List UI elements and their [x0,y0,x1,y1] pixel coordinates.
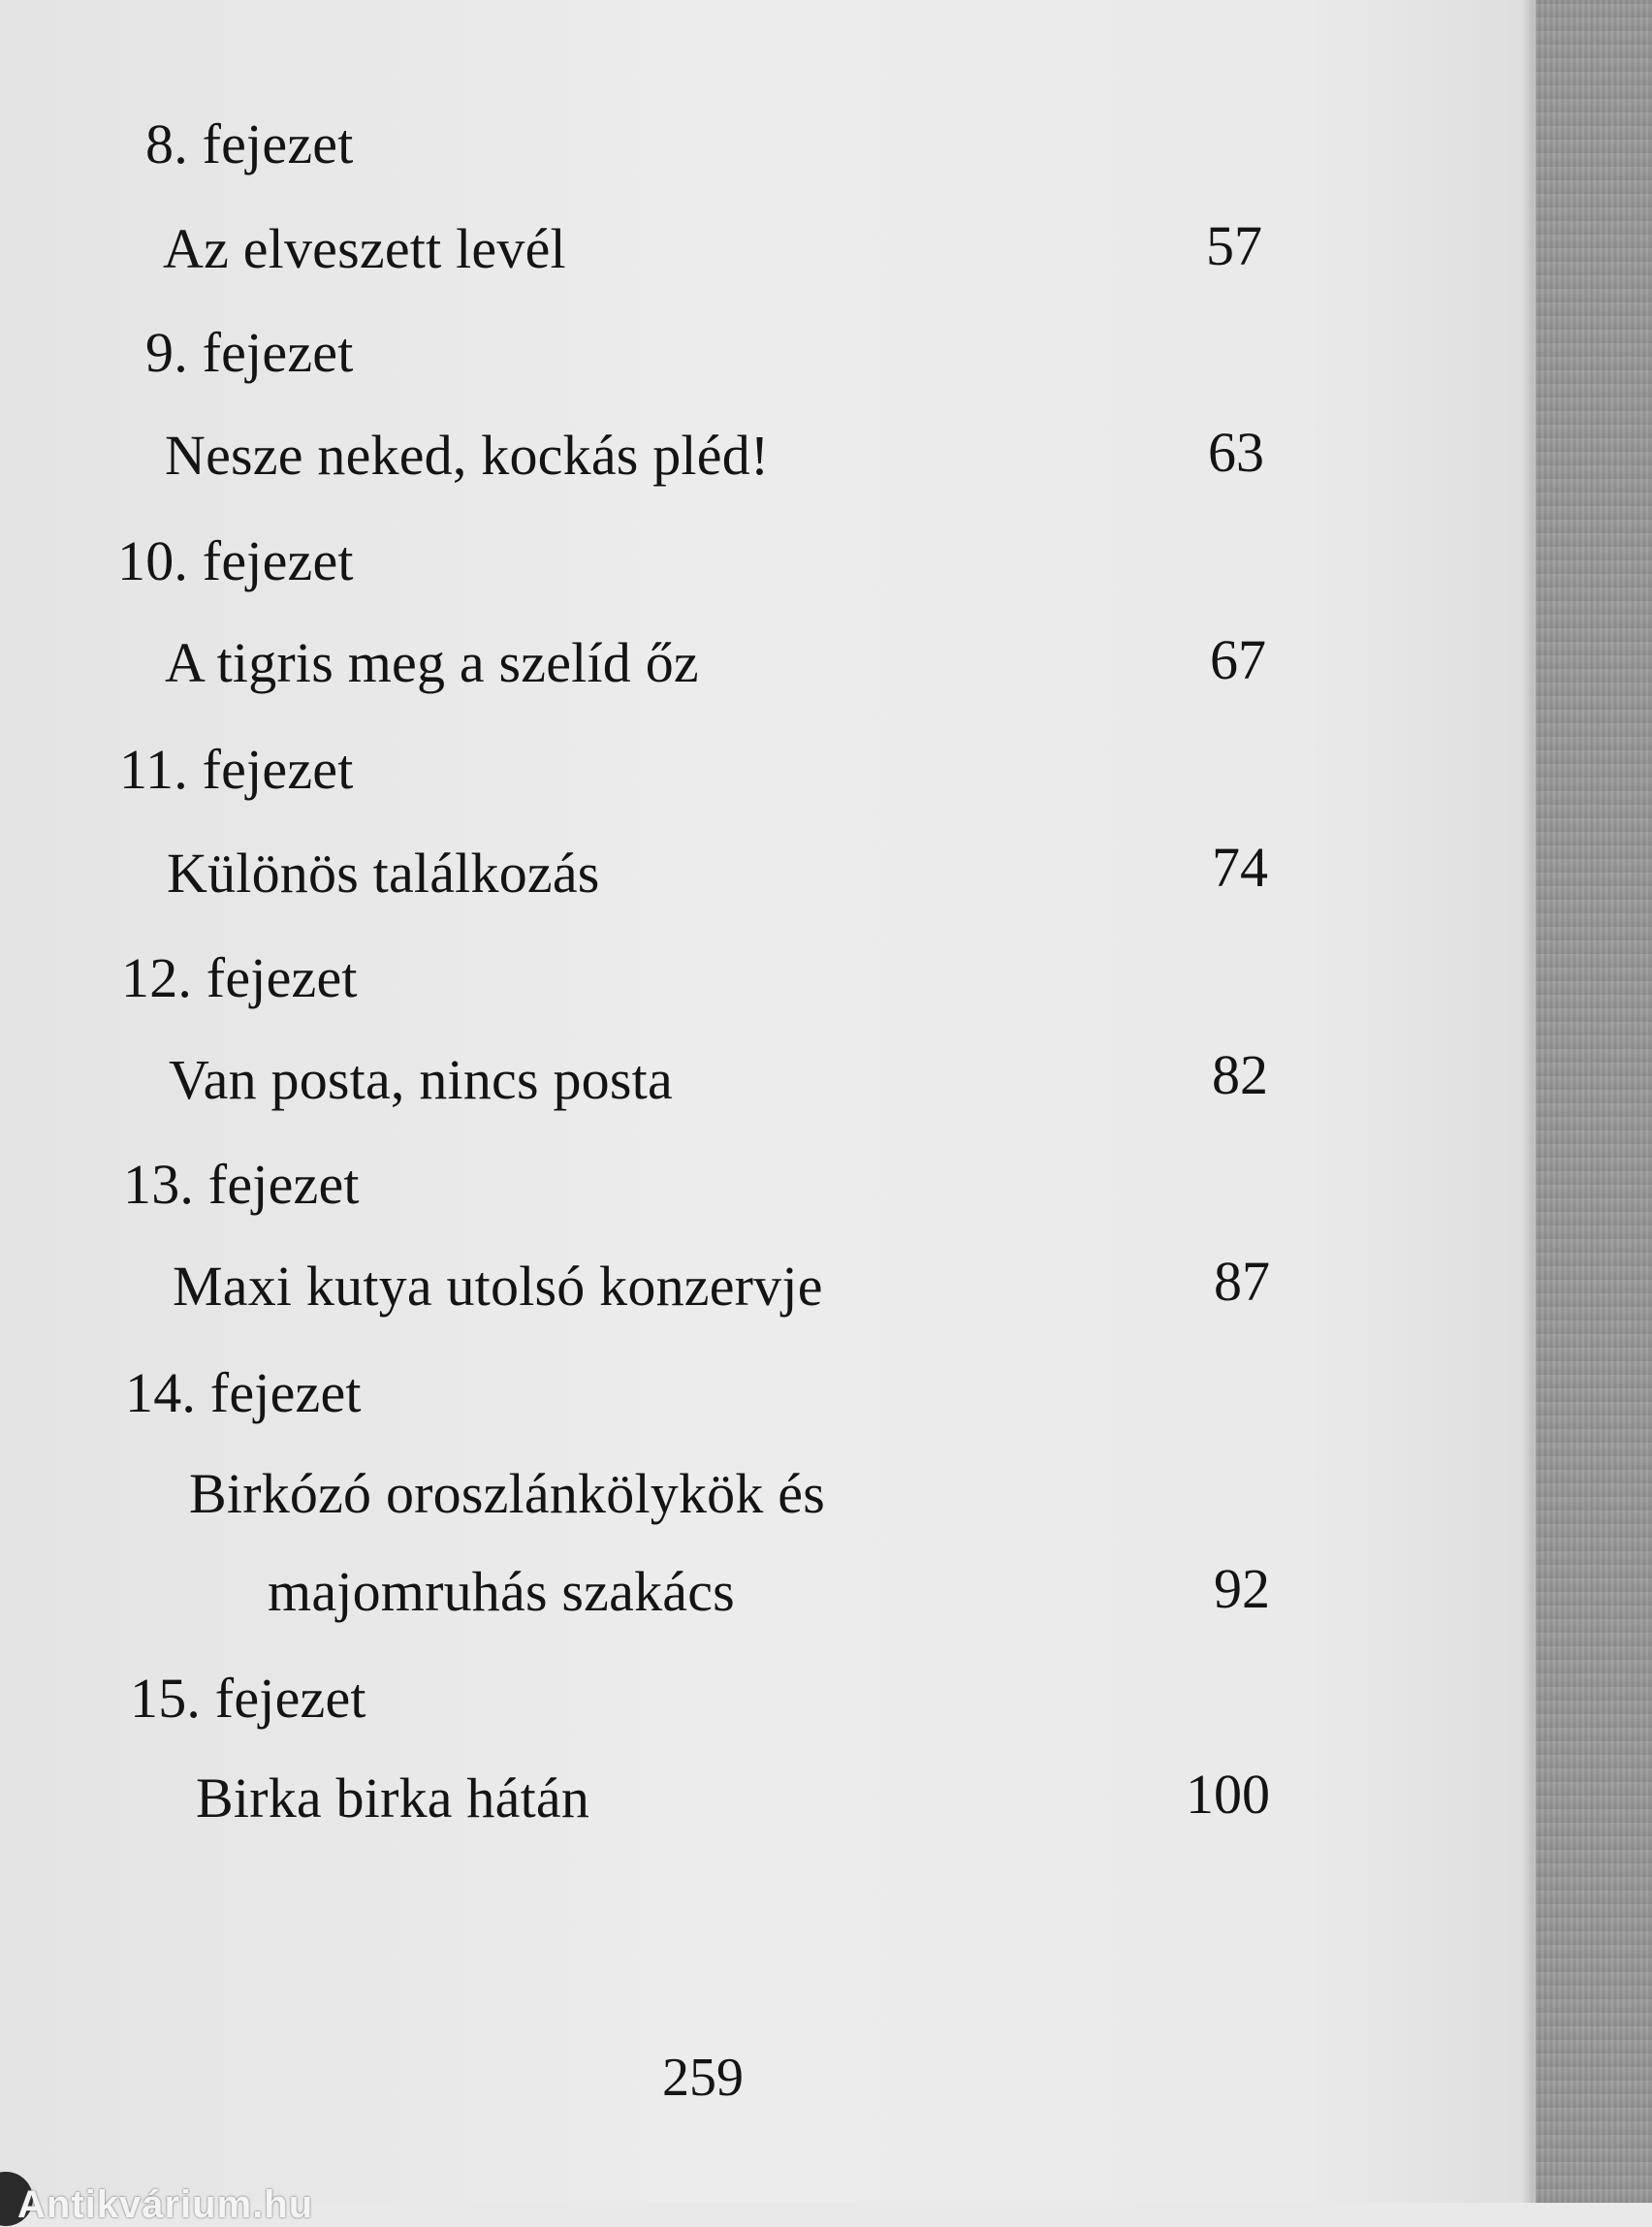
chapter-heading: 13. fejezet [123,1153,360,1216]
chapter-page-number: 63 [1208,421,1264,484]
page-number: 259 [662,2048,744,2108]
chapter-title: Maxi kutya utolsó konzervje [173,1255,823,1318]
chapter-page-number: 57 [1206,214,1262,277]
chapter-title: A tigris meg a szelíd őz [165,631,699,694]
chapter-heading: 8. fejezet [145,112,354,175]
chapter-title: Van posta, nincs posta [169,1048,673,1111]
chapter-page-number: 87 [1214,1250,1270,1313]
chapter-title: Birka birka hátán [196,1766,590,1829]
page-edge-shadow [1522,0,1536,2203]
chapter-title: Birkózó oroszlánkölykök és [189,1462,825,1525]
chapter-title: Különös találkozás [167,842,600,905]
background-surface [1536,0,1652,2203]
chapter-page-number: 74 [1212,836,1268,899]
watermark [0,2170,407,2226]
chapter-heading: 11. fejezet [119,738,354,801]
chapter-page-number: 82 [1212,1043,1268,1106]
watermark-text: Antikvárium.hu [17,2183,314,2226]
chapter-page-number: 67 [1210,628,1266,691]
chapter-heading: 9. fejezet [145,321,354,384]
chapter-heading: 12. fejezet [121,946,358,1009]
chapter-heading: 10. fejezet [117,529,354,592]
chapter-title: Nesze neked, kockás pléd! [165,424,770,487]
chapter-heading: 15. fejezet [130,1667,366,1730]
chapter-page-number: 92 [1214,1557,1270,1620]
chapter-page-number: 100 [1186,1763,1270,1826]
chapter-title-continuation: majomruhás szakács [268,1560,735,1623]
chapter-heading: 14. fejezet [125,1361,362,1424]
chapter-title: Az elveszett levél [163,217,566,280]
